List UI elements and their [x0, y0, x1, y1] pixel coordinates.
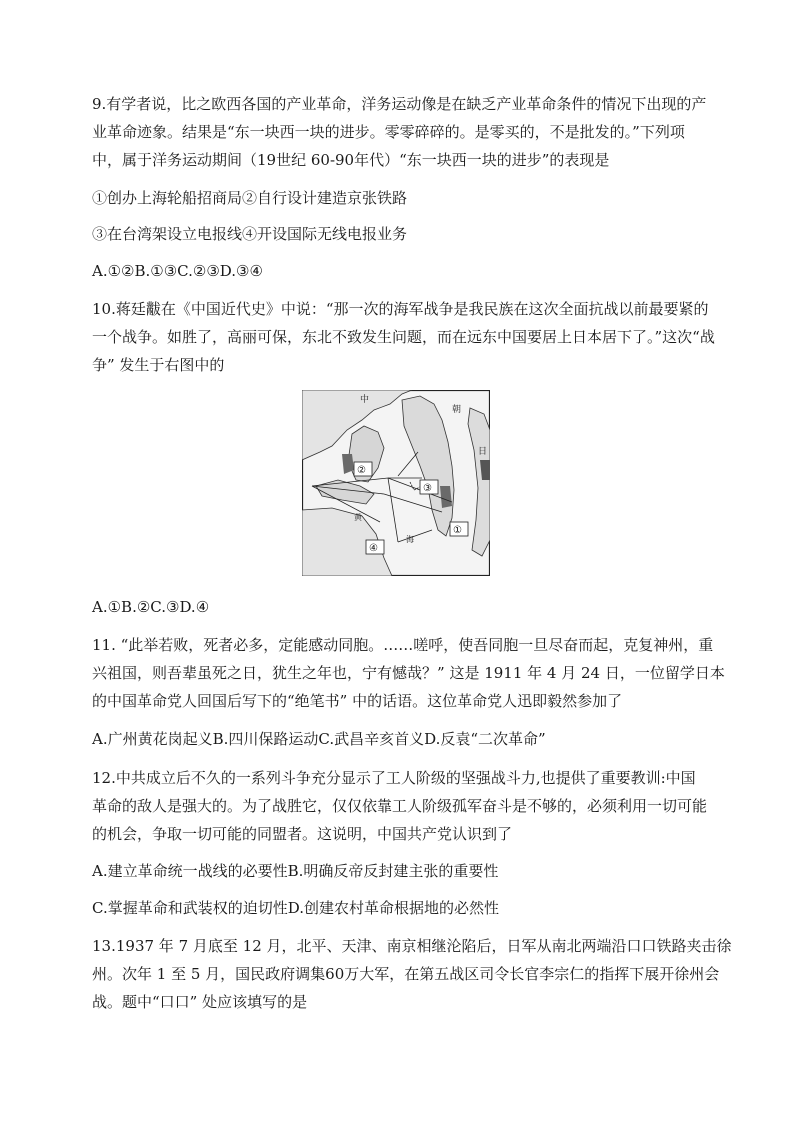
map-label-korea: 朝 [452, 405, 462, 415]
q12-options-ab: A.建立革命统一战线的必要性B.明确反帝反封建主张的重要性 [92, 862, 499, 880]
q9-stem-line-3: 中，属于洋务运动期间（19世纪 60-90年代）“东一块西一块的进步”的表现是 [92, 151, 610, 169]
q12-options-cd: C.掌握革命和武装权的迫切性D.创建农村革命根据地的必然性 [92, 899, 499, 917]
q13-stem-line-2: 州。次年 1 至 5 月，国民政府调集60万大军，在第五战区司令长官李宗仁的指挥下展开徐州会 [92, 965, 720, 983]
map-marker-2 [354, 462, 372, 476]
q9-options: A.①②B.①③C.②③D.③④ [92, 262, 263, 280]
q11-stem-line-1: 11. “此举若败，死者必多，定能感动同胞。……嗟呼，使吾同胞一旦尽奋而起，克复神州，重 [92, 636, 714, 654]
map-marker-1-label: ① [453, 525, 462, 536]
q11-stem-line-2: 兴祖国，则吾辈虽死之日，犹生之年也，宁有憾哉？” 这是 1911 年 4 月 24 日，一位留学日本 [92, 664, 725, 682]
map-label-yellow-sea: 黄 [354, 513, 362, 522]
q9-stem-line-1: 9.有学者说，比之欧西各国的产业革命，洋务运动像是在缺乏产业革命条件的情况下出现的产 [92, 95, 707, 113]
shaded-zone-korea [440, 486, 452, 508]
q11-stem-line-3: 的中国革命党人回国后写下的“绝笔书” 中的话语。这位革命党人迅即毅然参加了 [92, 692, 623, 710]
map-marker-1 [450, 522, 468, 536]
q13-stem-line-3: 战。题中“口口” 处应该填写的是 [92, 993, 308, 1011]
q12-stem-line-2: 革命的敌人是强大的。为了战胜它，仅仅依靠工人阶级孤军奋斗是不够的，必须利用一切可能 [92, 797, 708, 815]
map-marker-3-label: ③ [423, 483, 432, 494]
q11-options: A.广州黄花岗起义B.四川保路运动C.武昌辛亥首义D.反袁“二次革命” [92, 730, 546, 748]
q12-stem-line-1: 12.中共成立后不久的一系列斗争充分显示了工人阶级的坚强战斗力,也提供了重要教训:中国 [92, 769, 696, 787]
war-map-figure [302, 390, 490, 576]
map-label-china: 中 [360, 395, 370, 405]
q10-stem-line-3: 争” 发生于右图中的 [92, 356, 225, 374]
map-label-east-sea: 海 [406, 535, 414, 544]
q13-stem-line-1: 13.1937 年 7 月底至 12 月，北平、天津、南京相继沦陷后，日军从南北两端沿口口铁路夹击徐 [92, 937, 732, 955]
q10-stem-line-2: 一个战争。如胜了，高丽可保，东北不致发生问题，而在远东中国要居上日本居下了。”这次“战 [92, 328, 715, 346]
q12-stem-line-3: 的机会，争取一切可能的同盟者。这说明，中国共产党认识到了 [92, 825, 513, 843]
map-marker-4-label: ④ [369, 543, 378, 554]
map-label-japan: 日 [478, 447, 488, 457]
q9-item-line-2: ③在台湾架设立电报线④开设国际无线电报业务 [92, 225, 408, 243]
map-marker-2-label: ② [357, 465, 366, 476]
q10-options: A.①B.②C.③D.④ [92, 598, 210, 616]
q10-stem-line-1: 10.蒋廷黻在《中国近代史》中说：“那一次的海军战争是我民族在这次全面抗战以前最要紧的 [92, 300, 709, 318]
map-marker-4 [366, 540, 384, 554]
q9-item-line-1: ①创办上海轮船招商局②自行设计建造京张铁路 [92, 189, 408, 207]
q9-stem-line-2: 业革命迹象。结果是“东一块西一块的进步。零零碎碎的。是零买的，不是批发的。”下列项 [92, 123, 685, 141]
map-marker-3 [420, 480, 438, 494]
